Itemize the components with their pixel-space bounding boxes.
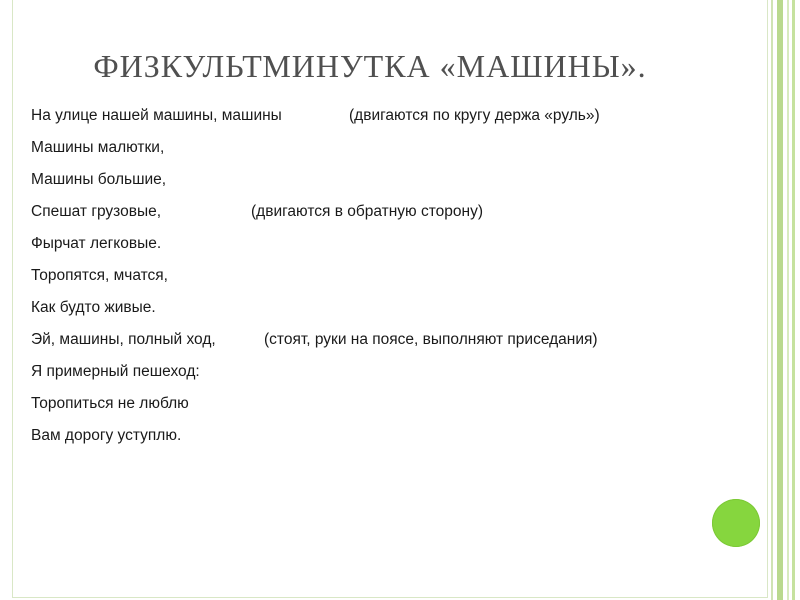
- poem-line: [31, 392, 751, 424]
- poem-line-text: Машины большие,: [31, 171, 167, 188]
- poem-line: [31, 232, 751, 264]
- poem-line-text: Фырчат легковые.: [31, 235, 162, 252]
- poem-line: [31, 360, 751, 392]
- poem-line-text: Вам дорогу уступлю.: [31, 427, 182, 444]
- poem-line-text: Торопятся, мчатся,: [31, 267, 168, 284]
- poem-line: [31, 104, 751, 136]
- decorative-edge-line: [777, 0, 783, 600]
- poem-line-text: Я примерный пешеход:: [31, 363, 200, 380]
- poem-line: [31, 264, 751, 296]
- movement-note: (двигаются в обратную сторону): [251, 203, 483, 220]
- poem-line-text: Машины малютки,: [31, 139, 165, 156]
- poem-line-text: Эй, машины, полный ход,: [31, 331, 216, 348]
- poem-line-text: На улице нашей машины, машины: [31, 107, 282, 124]
- green-circle-decoration: [712, 499, 760, 547]
- poem-line: [31, 296, 751, 328]
- decorative-edge-line: [792, 0, 795, 600]
- poem-line-text: Спешат грузовые,: [31, 203, 162, 220]
- decorative-edge-line: [771, 0, 773, 600]
- poem-line-text: Как будто живые.: [31, 299, 156, 316]
- poem-text: [31, 104, 751, 456]
- slide-title: ФИЗКУЛЬТМИНУТКА «МАШИНЫ».: [93, 48, 647, 84]
- movement-note: (стоят, руки на поясе, выполняют приседания): [264, 331, 598, 348]
- poem-line: [31, 424, 751, 456]
- decorative-edge-line: [787, 0, 789, 600]
- poem-line: [31, 136, 751, 168]
- movement-note: (двигаются по кругу держа «руль»): [349, 107, 600, 124]
- poem-line: [31, 168, 751, 200]
- poem-line-text: Торопиться не люблю: [31, 395, 189, 412]
- poem-line: [31, 200, 751, 232]
- poem-line: [31, 328, 751, 360]
